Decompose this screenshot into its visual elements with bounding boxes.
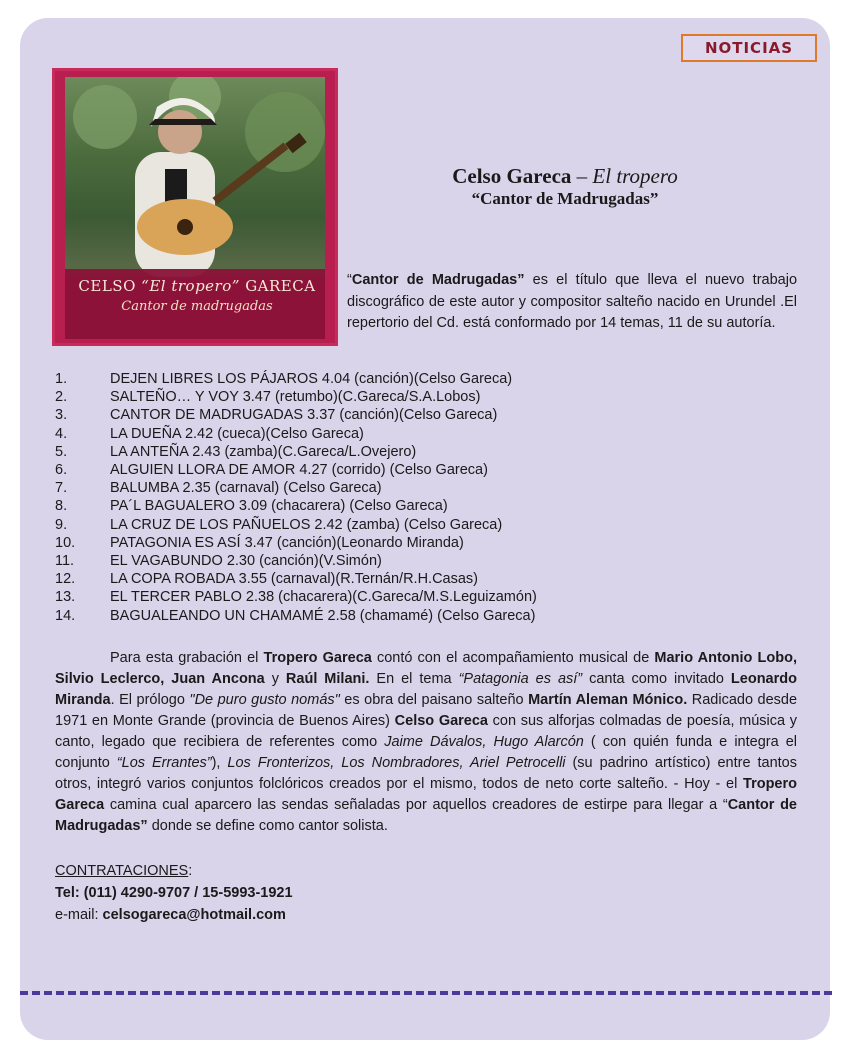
cover-title: CELSO “El tropero” GARECA [78, 277, 316, 295]
contact-heading: CONTRATACIONES: [55, 863, 193, 879]
track-item [55, 570, 795, 588]
track-number: 2. [55, 389, 68, 406]
track-item [55, 516, 795, 534]
track-number: 3. [55, 407, 68, 424]
section-badge: NOTICIAS [681, 34, 817, 62]
track-item [55, 552, 795, 570]
track-number: 1. [55, 371, 68, 387]
track-title: LA COPA ROBADA 3.55 (carnaval)(R.Ternán/R.H.Casas) [110, 571, 479, 588]
cover-illustration [65, 77, 325, 277]
track-title: EL VAGABUNDO 2.30 (canción)(V.Simón) [110, 553, 382, 570]
track-item [55, 588, 795, 606]
track-title: ALGUIEN LLORA DE AMOR 4.27 (corrido) (Celso Gareca) [110, 462, 488, 479]
track-title: LA CRUZ DE LOS PAÑUELOS 2.42 (zamba) (Celso Gareca) [110, 516, 503, 533]
track-number: 7. [55, 480, 68, 497]
contact-email-line: e-mail: celsogareca@hotmail.com [55, 907, 286, 923]
track-item [55, 388, 795, 406]
track-number: 11. [55, 553, 75, 570]
track-title: BAGUALEANDO UN CHAMAMÉ 2.58 (chamamé) (Celso Gareca) [110, 607, 536, 624]
contact-email[interactable]: celsogareca@hotmail.com [102, 907, 286, 923]
article-headline [380, 163, 750, 209]
track-title: BALUMBA 2.35 (carnaval) (Celso Gareca) [110, 480, 382, 497]
track-title: CANTOR DE MADRUGADAS 3.37 (canción)(Celso Gareca) [110, 407, 498, 424]
track-number: 9. [55, 516, 68, 533]
track-number: 13. [55, 589, 76, 606]
track-title: SALTEÑO… Y VOY 3.47 (retumbo)(C.Gareca/S.A.Lobos) [110, 389, 481, 406]
cover-photo [65, 77, 325, 277]
track-item [55, 443, 795, 461]
track-title: PA´L BAGUALERO 3.09 (chacarera) (Celso Gareca) [110, 498, 448, 515]
track-title: EL TERCER PABLO 2.38 (chacarera)(C.Gareca/M.S.Leguizamón) [110, 589, 537, 606]
headline-album: “Cantor de Madrugadas” [471, 189, 659, 208]
track-item [55, 534, 795, 552]
body-paragraph: Para esta grabación el Tropero Gareca contó con el acompañamiento musical de Mario Antonio Lobo, Silvio Leclerco, Juan Ancona y Raúl Milani. En el tema “Patagonia es así” canta como invitado Leonardo Miranda. El prólogo "De puro gusto nomás" es obra del paisano salteño Martín Aleman Mónico. Radicado desde 1971 en Monte Grande (provincia de Buenos Aires) Celso Gareca con sus alforjas colmadas de poesía, música y canto, legado que recibiera de referentes como Jaime Dávalos, Hugo Alarcón ( con quién funda e integra el conjunto “Los Errantes”), Los Fronterizos, Los Nombradores, Ariel Petrocelli (su padrino artístico) entre tantos otros, integró varios conjuntos folclóricos creados por el mismo, todos de neto corte salteño. - Hoy - el Tropero Gareca camina cual aparcero las sendas señaladas por aquellos creadores de estirpe para llegar a “Cantor de Madrugadas” donde se define como cantor solista. [55, 650, 798, 834]
track-title: DEJEN LIBRES LOS PÁJAROS 4.04 (canción)(Celso Gareca) [110, 371, 513, 387]
track-number: 8. [55, 498, 68, 515]
album-cover [52, 68, 338, 346]
track-item [55, 479, 795, 497]
intro-paragraph: “Cantor de Madrugadas” es el título que lleva el nuevo trabajo discográfico de este autor y compositor salteño nacido en Urundel .El repertorio del Cd. está conformado por 14 temas, 11 de su autoría. [347, 272, 798, 331]
track-title: PATAGONIA ES ASÍ 3.47 (canción)(Leonardo Miranda) [110, 534, 464, 551]
track-title: LA DUEÑA 2.42 (cueca)(Celso Gareca) [110, 425, 364, 442]
track-title: LA ANTEÑA 2.43 (zamba)(C.Gareca/L.Ovejero) [110, 443, 417, 460]
track-number: 12. [55, 571, 76, 588]
track-item [55, 497, 795, 515]
track-number: 4. [55, 425, 68, 442]
track-number: 14. [55, 607, 76, 624]
track-number: 6. [55, 462, 68, 479]
track-number: 5. [55, 443, 68, 460]
contact-block [55, 860, 555, 926]
track-item [55, 425, 795, 443]
track-list [55, 370, 795, 625]
track-number: 10. [55, 534, 76, 551]
track-item [55, 461, 795, 479]
track-item [55, 370, 795, 388]
contact-phone: Tel: (011) 4290-9707 / 15-5993-1921 [55, 885, 293, 901]
headline-artist-line: Celso Gareca – El tropero [452, 164, 678, 188]
cover-subtitle: Cantor de madrugadas [121, 299, 273, 314]
track-item [55, 607, 795, 625]
track-item [55, 406, 795, 424]
dashed-divider [20, 991, 832, 995]
